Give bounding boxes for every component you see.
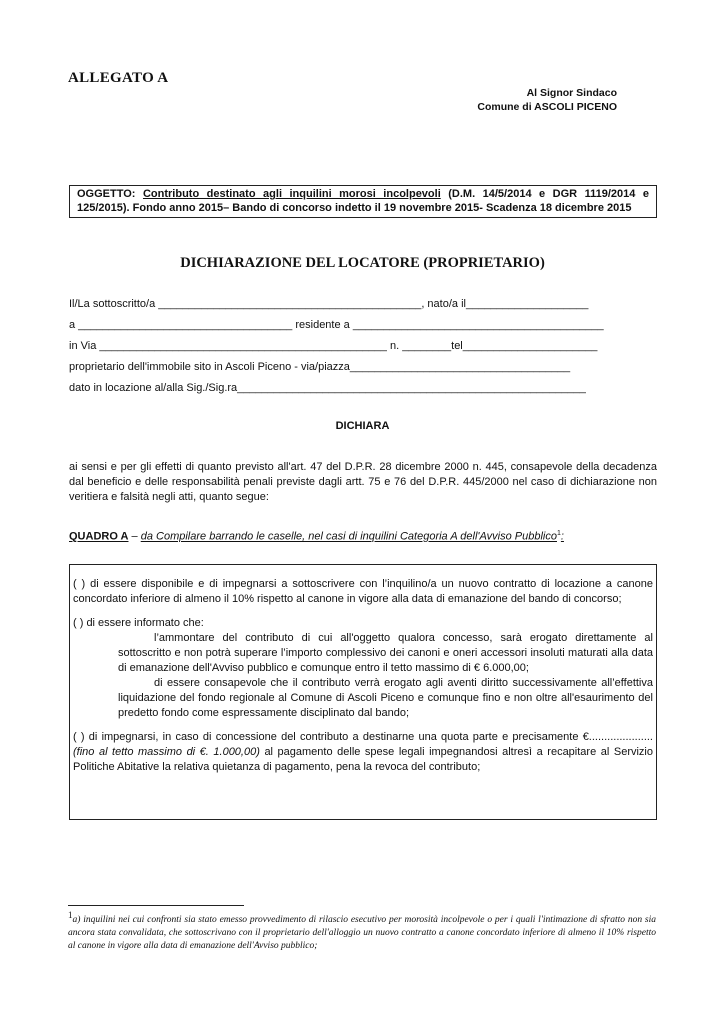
spese-legali-tetto: (fino al tetto massimo di €. 1.000,00) bbox=[73, 746, 260, 758]
informato-consapevole: di essere consapevole che il contributo verrà erogato agli aventi diritto successivamente all’effettiva liquidazione del fondo regionale al Comune di Ascoli Piceno e comunque fino e non oltre all'esaurimento del predetto fondo come espressamente disciplinato dal bando; bbox=[118, 677, 653, 719]
checkbox-item-informato[interactable]: ( ) di essere informato che: bbox=[73, 617, 204, 629]
spese-legali-start: ( ) di impegnarsi, in caso di concessione del contributo a destinarne una quota parte e precisamente €..................... bbox=[73, 731, 653, 743]
footnote-text: a) inquilini nei cui confronti sia stato emesso provvedimento di rilascio esecutivo per morosità incolpevole o per i quali l'intimazione di sfratto non sia ancora stata convalidata, che sottoscrivano con il proprietario dell'alloggio un nuovo contratto a canone concordato inferiore di almeno il 10% rispetto al canone in vigore alla data di emanazione dell'Avviso pubblico; bbox=[68, 915, 656, 952]
quadro-a-heading bbox=[69, 530, 657, 543]
quadro-dash: – bbox=[128, 530, 141, 543]
form-line-immobile[interactable]: proprietario dell'immobile sito in Ascoli Piceno - via/piazza____________________________________ bbox=[69, 361, 571, 373]
dichiara-heading: DICHIARA bbox=[335, 420, 390, 432]
footnote-ref: 1 bbox=[556, 530, 561, 537]
footnote bbox=[68, 909, 656, 953]
form-line-residenza[interactable]: a ___________________________________ residente a _________________________________________ bbox=[69, 319, 604, 331]
subject-title: Contributo destinato agli inquilini morosi incolpevoli bbox=[142, 188, 441, 200]
subject-details: (D.M. 14/5/2014 e DGR 1119/2014 e 125/2015). Fondo anno 2015– Bando di concorso indetto il 19 novembre 2015- Scadenza 18 dicembre 2015 bbox=[77, 188, 649, 214]
quadro-instructions: da Compilare barrando le caselle, nel casi di inquilini Categoria A dell'Avviso Pubblico bbox=[140, 530, 557, 543]
subject-box bbox=[69, 185, 657, 218]
addressee-line: Comune di ASCOLI PICENO bbox=[477, 101, 617, 113]
checkbox-item-nuovo-contratto[interactable]: ( ) di essere disponibile e di impegnarsi a sottoscrivere con l’inquilino/a un nuovo contratto di locazione a canone concordato inferiore di almeno il 10% rispetto al canone in vigore alla data di emanazione del bando di concorso; bbox=[73, 578, 653, 605]
quadro-label: QUADRO A bbox=[69, 530, 129, 543]
footnote-marker: 1 bbox=[68, 910, 73, 920]
subject-label: OGGETTO: bbox=[77, 188, 136, 200]
document-heading-allegato: ALLEGATO A bbox=[68, 70, 169, 86]
intro-paragraph: ai sensi e per gli effetti di quanto previsto all'art. 47 del D.P.R. 28 dicembre 2000 n. 445, consapevole della decadenza dal beneficio e delle responsabilità penali previste dagli artt. 75 e 76 del D.P.R. 445/2000 nel caso di dichiarazione non veritiera e falsità negli atti, quanto segue: bbox=[69, 461, 657, 503]
quadro-colon: : bbox=[560, 530, 564, 543]
addressee-line: Al Signor Sindaco bbox=[526, 87, 617, 99]
addressee-block bbox=[477, 86, 617, 114]
quadro-a-box bbox=[69, 564, 657, 820]
checkbox-item-spese-legali[interactable] bbox=[73, 730, 653, 775]
form-line-inquilino[interactable]: dato in locazione al/alla Sig./Sig.ra_________________________________________________________ bbox=[69, 382, 586, 394]
form-line-sottoscritto[interactable]: Il/La sottoscritto/a ___________________________________________, nato/a il____________________ bbox=[69, 298, 589, 310]
footnote-divider bbox=[68, 905, 244, 906]
declaration-title: DICHIARAZIONE DEL LOCATORE (PROPRIETARIO) bbox=[180, 255, 545, 271]
spese-legali-end: al pagamento delle spese legali impegnandosi altresì a recapitare al Servizio Politiche Abitative la relativa quietanza di pagamento, pena la revoca del contributo; bbox=[73, 746, 653, 773]
form-line-indirizzo[interactable]: in Via _______________________________________________ n. ________tel______________________ bbox=[69, 340, 598, 352]
informato-ammontare: l’ammontare del contributo di cui all'oggetto qualora concesso, sarà erogato direttamente al sottoscritto e non potrà superare l’importo complessivo dei canoni e oneri accessori insoluti maturati alla data di emanazione dell'Avviso pubblico e comunque entro il tetto massimo di € 6.000,00; bbox=[118, 632, 653, 674]
